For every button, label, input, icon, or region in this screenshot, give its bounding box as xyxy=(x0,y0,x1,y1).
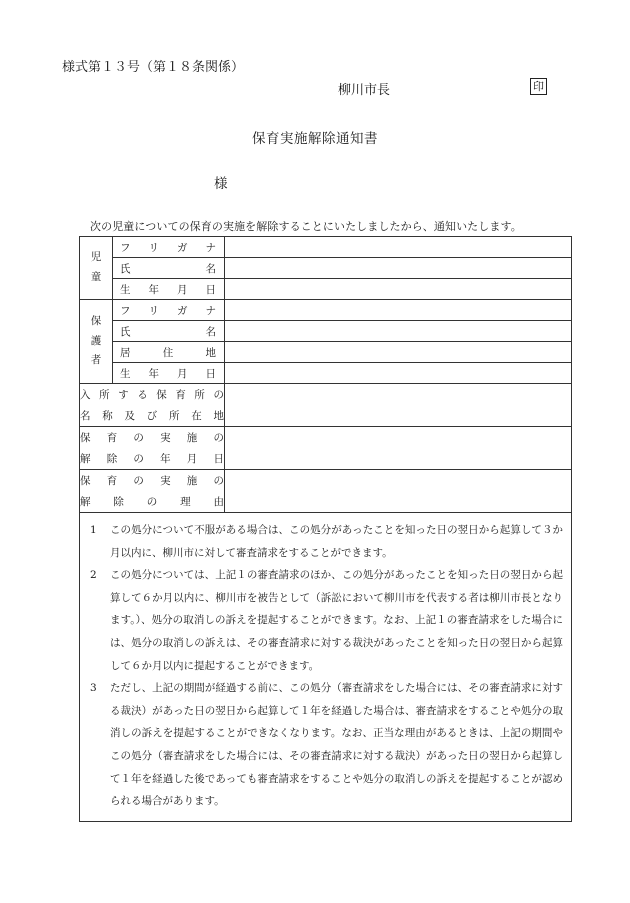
cancel-date-field[interactable] xyxy=(225,427,572,470)
label-char: ナ xyxy=(205,241,216,254)
label-char: 保 xyxy=(156,389,167,401)
note-number: 3 xyxy=(90,682,97,695)
label-char: 実 xyxy=(160,432,171,444)
label-char: 施 xyxy=(186,432,198,444)
label-char: 育 xyxy=(106,432,118,444)
label-char: の xyxy=(133,453,144,465)
label-char: 生 xyxy=(120,283,131,296)
child-group-label: 児童 xyxy=(80,237,113,300)
label-char: 所 xyxy=(99,389,110,401)
label-char: 除 xyxy=(113,496,124,508)
guardian-birthdate-row xyxy=(80,363,572,384)
label-char: 名 xyxy=(80,410,91,422)
label-char: 月 xyxy=(186,453,198,465)
child-furigana-row xyxy=(80,237,572,258)
label-char: 地 xyxy=(205,346,216,359)
label-char: 年 xyxy=(148,367,159,380)
label-char: の xyxy=(213,432,224,444)
label-char: 月 xyxy=(177,367,188,380)
label-char: 氏 xyxy=(120,325,131,338)
guardian-birthdate-label xyxy=(113,363,225,384)
label-char: の xyxy=(133,475,144,487)
guardian-address-row xyxy=(80,342,572,363)
note-text: ただし、上記の期間が経過する前に、この処分（審査請求をした場合には、その審査請求に対する裁決）があった日の翌日から起算して１年を経過した場合は、審査請求をすることや処分の取消しの訴えを提起することができなくなります。なお、正当な理由があるときは、上記の期間やこの処分（審査請求をした場合には、その審査請求に対する裁決）があった日の翌日から起算して１年を経過した後であっても審査請求をすることや処分の取消しの訴えを提起することが認められる場合があります。 xyxy=(110,682,563,808)
cancel-reason-label xyxy=(80,470,225,513)
label-char: フ xyxy=(120,241,131,254)
label-char: ナ xyxy=(205,304,216,317)
note-item xyxy=(90,677,563,813)
label-char: 由 xyxy=(213,496,224,508)
cancel-date-row xyxy=(80,427,572,470)
label-char: 解 xyxy=(80,453,91,465)
child-birthdate-field[interactable] xyxy=(225,279,572,300)
label-char: 地 xyxy=(213,410,224,422)
cancel-reason-field[interactable] xyxy=(225,470,572,513)
label-char: 称 xyxy=(102,410,113,422)
label-char: 名 xyxy=(205,325,216,338)
child-name-label xyxy=(113,258,225,279)
label-char: 年 xyxy=(160,453,171,465)
seal-mark: 印 xyxy=(530,78,547,95)
guardian-birthdate-field[interactable] xyxy=(225,363,572,384)
label-char: の xyxy=(146,496,158,508)
note-text: この処分について不服がある場合は、この処分があったことを知った日の翌日から起算して３か月以内に、柳川市に対して審査請求をすることができます。 xyxy=(110,524,563,559)
guardian-address-label xyxy=(113,342,225,363)
label-char: 所 xyxy=(169,410,180,422)
note-item xyxy=(90,564,563,677)
label-char: 保 xyxy=(80,432,91,444)
label-char: す xyxy=(118,389,129,401)
guardian-group-label: 保護者 xyxy=(80,300,113,384)
label-char: 所 xyxy=(194,389,205,401)
notes-section xyxy=(80,513,572,822)
issuer-name: 柳川市長 xyxy=(338,83,391,98)
notes-row xyxy=(80,513,572,822)
child-birthdate-label xyxy=(113,279,225,300)
label-char: 理 xyxy=(180,496,191,508)
facility-field[interactable] xyxy=(225,384,572,427)
label-char: 居 xyxy=(120,346,131,359)
addressee-suffix: 様 xyxy=(214,176,228,192)
label-char: の xyxy=(133,432,144,444)
label-char: 保 xyxy=(80,475,91,487)
label-char: リ xyxy=(148,241,159,254)
label-char: 及 xyxy=(124,410,135,422)
guardian-name-field[interactable] xyxy=(225,321,572,342)
guardian-name-label xyxy=(113,321,225,342)
child-birthdate-row xyxy=(80,279,572,300)
label-char: 育 xyxy=(106,475,118,487)
label-char: 生 xyxy=(120,367,131,380)
label-char: 日 xyxy=(213,453,224,465)
guardian-furigana-field[interactable] xyxy=(225,300,572,321)
form-number: 様式第１３号（第１８条関係） xyxy=(62,60,245,75)
label-char: 実 xyxy=(160,475,171,487)
label-char: リ xyxy=(148,304,159,317)
label-char: び xyxy=(146,410,158,422)
label-char: 住 xyxy=(162,346,174,359)
label-char: 育 xyxy=(175,389,186,401)
child-name-row xyxy=(80,258,572,279)
intro-text: 次の児童についての保育の実施を解除することにいたしましたから、通知いたします。 xyxy=(90,220,522,233)
note-item xyxy=(90,519,563,564)
label-char: 日 xyxy=(205,283,216,296)
note-number: 2 xyxy=(90,569,97,582)
note-text: この処分については、上記１の審査請求のほか、この処分があったことを知った日の翌日から起算して６か月以内に、柳川市を被告として（訴訟において柳川市を代表する者は柳川市長となります。）、処分の取消しの訴えを提起することができます。なお、上記１の審査請求をした場合には、処分の取消しの訴えは、その審査請求に対する裁決があったことを知った日の翌日から起算して６か月以内に提起することができます。 xyxy=(110,569,563,672)
facility-row xyxy=(80,384,572,427)
guardian-address-field[interactable] xyxy=(225,342,572,363)
child-furigana-field[interactable] xyxy=(225,237,572,258)
label-char: 日 xyxy=(205,367,216,380)
facility-label xyxy=(80,384,225,427)
label-char: 除 xyxy=(106,453,118,465)
label-char: フ xyxy=(120,304,131,317)
guardian-furigana-label xyxy=(113,300,225,321)
label-char: 氏 xyxy=(120,262,131,275)
label-char: 入 xyxy=(80,389,91,401)
label-char: 月 xyxy=(177,283,188,296)
cancel-date-label xyxy=(80,427,225,470)
form-table xyxy=(79,236,572,822)
cancel-reason-row xyxy=(80,470,572,513)
guardian-furigana-row xyxy=(80,300,572,321)
guardian-name-row xyxy=(80,321,572,342)
label-char: 施 xyxy=(186,475,198,487)
note-number: 1 xyxy=(90,524,97,536)
label-char: の xyxy=(213,389,224,401)
label-char: の xyxy=(213,475,224,487)
label-char: 名 xyxy=(205,262,216,275)
label-char: 年 xyxy=(148,283,159,296)
document-title: 保育実施解除通知書 xyxy=(252,131,378,147)
label-char: ガ xyxy=(177,304,188,317)
label-char: る xyxy=(137,389,148,401)
label-char: ガ xyxy=(177,241,188,254)
child-furigana-label xyxy=(113,237,225,258)
label-char: 在 xyxy=(191,410,202,422)
label-char: 解 xyxy=(80,496,91,508)
child-name-field[interactable] xyxy=(225,258,572,279)
